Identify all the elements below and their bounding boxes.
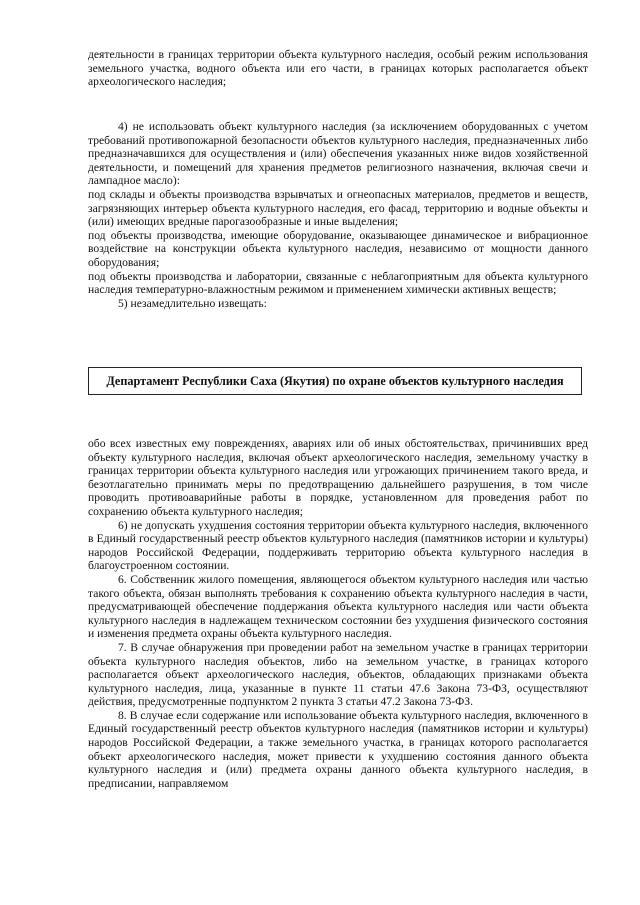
- continuation-block: [88, 48, 588, 89]
- paragraph-item-6: 6) не допускать ухудшения состояния территории объекта культурного наследия, включенного в Единый государственный реестр объектов культурного наследия (памятников истории и культуры) народов Российской Федерации, поддерживать территорию объекта культурного наследия в благоустроенном состоянии.: [88, 518, 588, 573]
- paragraph-damage-notice: обо всех известных ему повреждениях, авариях или об иных обстоятельствах, причинивших вред объекту культурного наследия, включая объект археологического наследия, земельному участку в границах территории объекта культурного наследия или угрожающих причинением такого вреда, и безотлагательно принимать меры по предотвращению дальнейшего разрушения, в том числе проводить противоаварийные работы в порядке, установленном для проведения работ по сохранению объекта культурного наследия;: [88, 437, 588, 518]
- paragraph-item-5: 5) незамедлительно извещать:: [118, 296, 267, 310]
- paragraph-section-6: 6. Собственник жилого помещения, являющегося объектом культурного наследия или частью такого объекта, обязан выполнять требования к сохранению объекта культурного наследия в части, предусматривающей обеспечение поддержания объекта культурного наследия или части объекта культурного наследия в надлежащем техническом состоянии без ухудшения физического состояния и изменения предмета охраны объекта культурного наследия.: [88, 572, 588, 641]
- paragraph-section-7: 7. В случае обнаружения при проведении работ на земельном участке в границах территории объекта культурного наследия объектов, либо на земельном участке, в границах которого располагается объект археологического наследия, объектов, обладающих признаками объекта культурного наследия, лица, указанные в пункте 11 статьи 47.6 Закона 73-ФЗ, осуществляют действия, предусмотренные подпунктом 2 пункта 3 статьи 47.2 Закона 73-ФЗ.: [88, 640, 588, 709]
- paragraph-item-4: 4) не использовать объект культурного наследия (за исключением оборудованных с учетом требований противопожарной безопасности объектов культурного наследия, предназначенных либо предназначавшихся для осуществления и (или) обеспечения указанных ниже видов хозяйственной деятельности, и помещений для хранения предметов религиозного назначения, включая свечи и лампадное масло):: [88, 120, 588, 188]
- paragraph-production-equipment: под объекты производства, имеющие оборудование, оказывающее динамическое и вибрационное воздействие на конструкции объекта культурного наследия, независимо от мощности данного оборудования;: [88, 228, 588, 269]
- paragraph-warehouses: под склады и объекты производства взрывчатых и огнеопасных материалов, предметов и веществ, загрязняющих интерьер объекта культурного наследия, его фасад, территорию и водные объекты и (или) имеющих вредные парогазообразные и иные выделения;: [88, 187, 588, 229]
- department-name-box: [88, 367, 582, 395]
- paragraph-section-8: 8. В случае если содержание или использование объекта культурного наследия, включенного в Единый государственный реестр объектов культурного наследия (памятников истории и культуры) народов Российской Федерации, а также земельного участка, в границах которого располагается объект археологического наследия, может привести к ухудшению состояния данного объекта культурного наследия и (или) предмета охраны данного объекта культурного наследия, в предписании, направляемом: [88, 708, 588, 790]
- obligations-block: [88, 437, 588, 790]
- paragraph-laboratories: под объекты производства и лаборатории, связанные с неблагоприятным для объекта культурного наследия температурно-влажностным режимом и применением химически активных веществ;: [88, 269, 588, 297]
- item-4-block: [88, 120, 588, 310]
- department-name: Департамент Республики Саха (Якутия) по охране объектов культурного наследия: [106, 373, 564, 388]
- paragraph-continuation: деятельности в границах территории объекта культурного наследия, особый режим использования земельного участка, водного объекта или его части, в границах которых располагается объект археологического наследия;: [88, 48, 588, 89]
